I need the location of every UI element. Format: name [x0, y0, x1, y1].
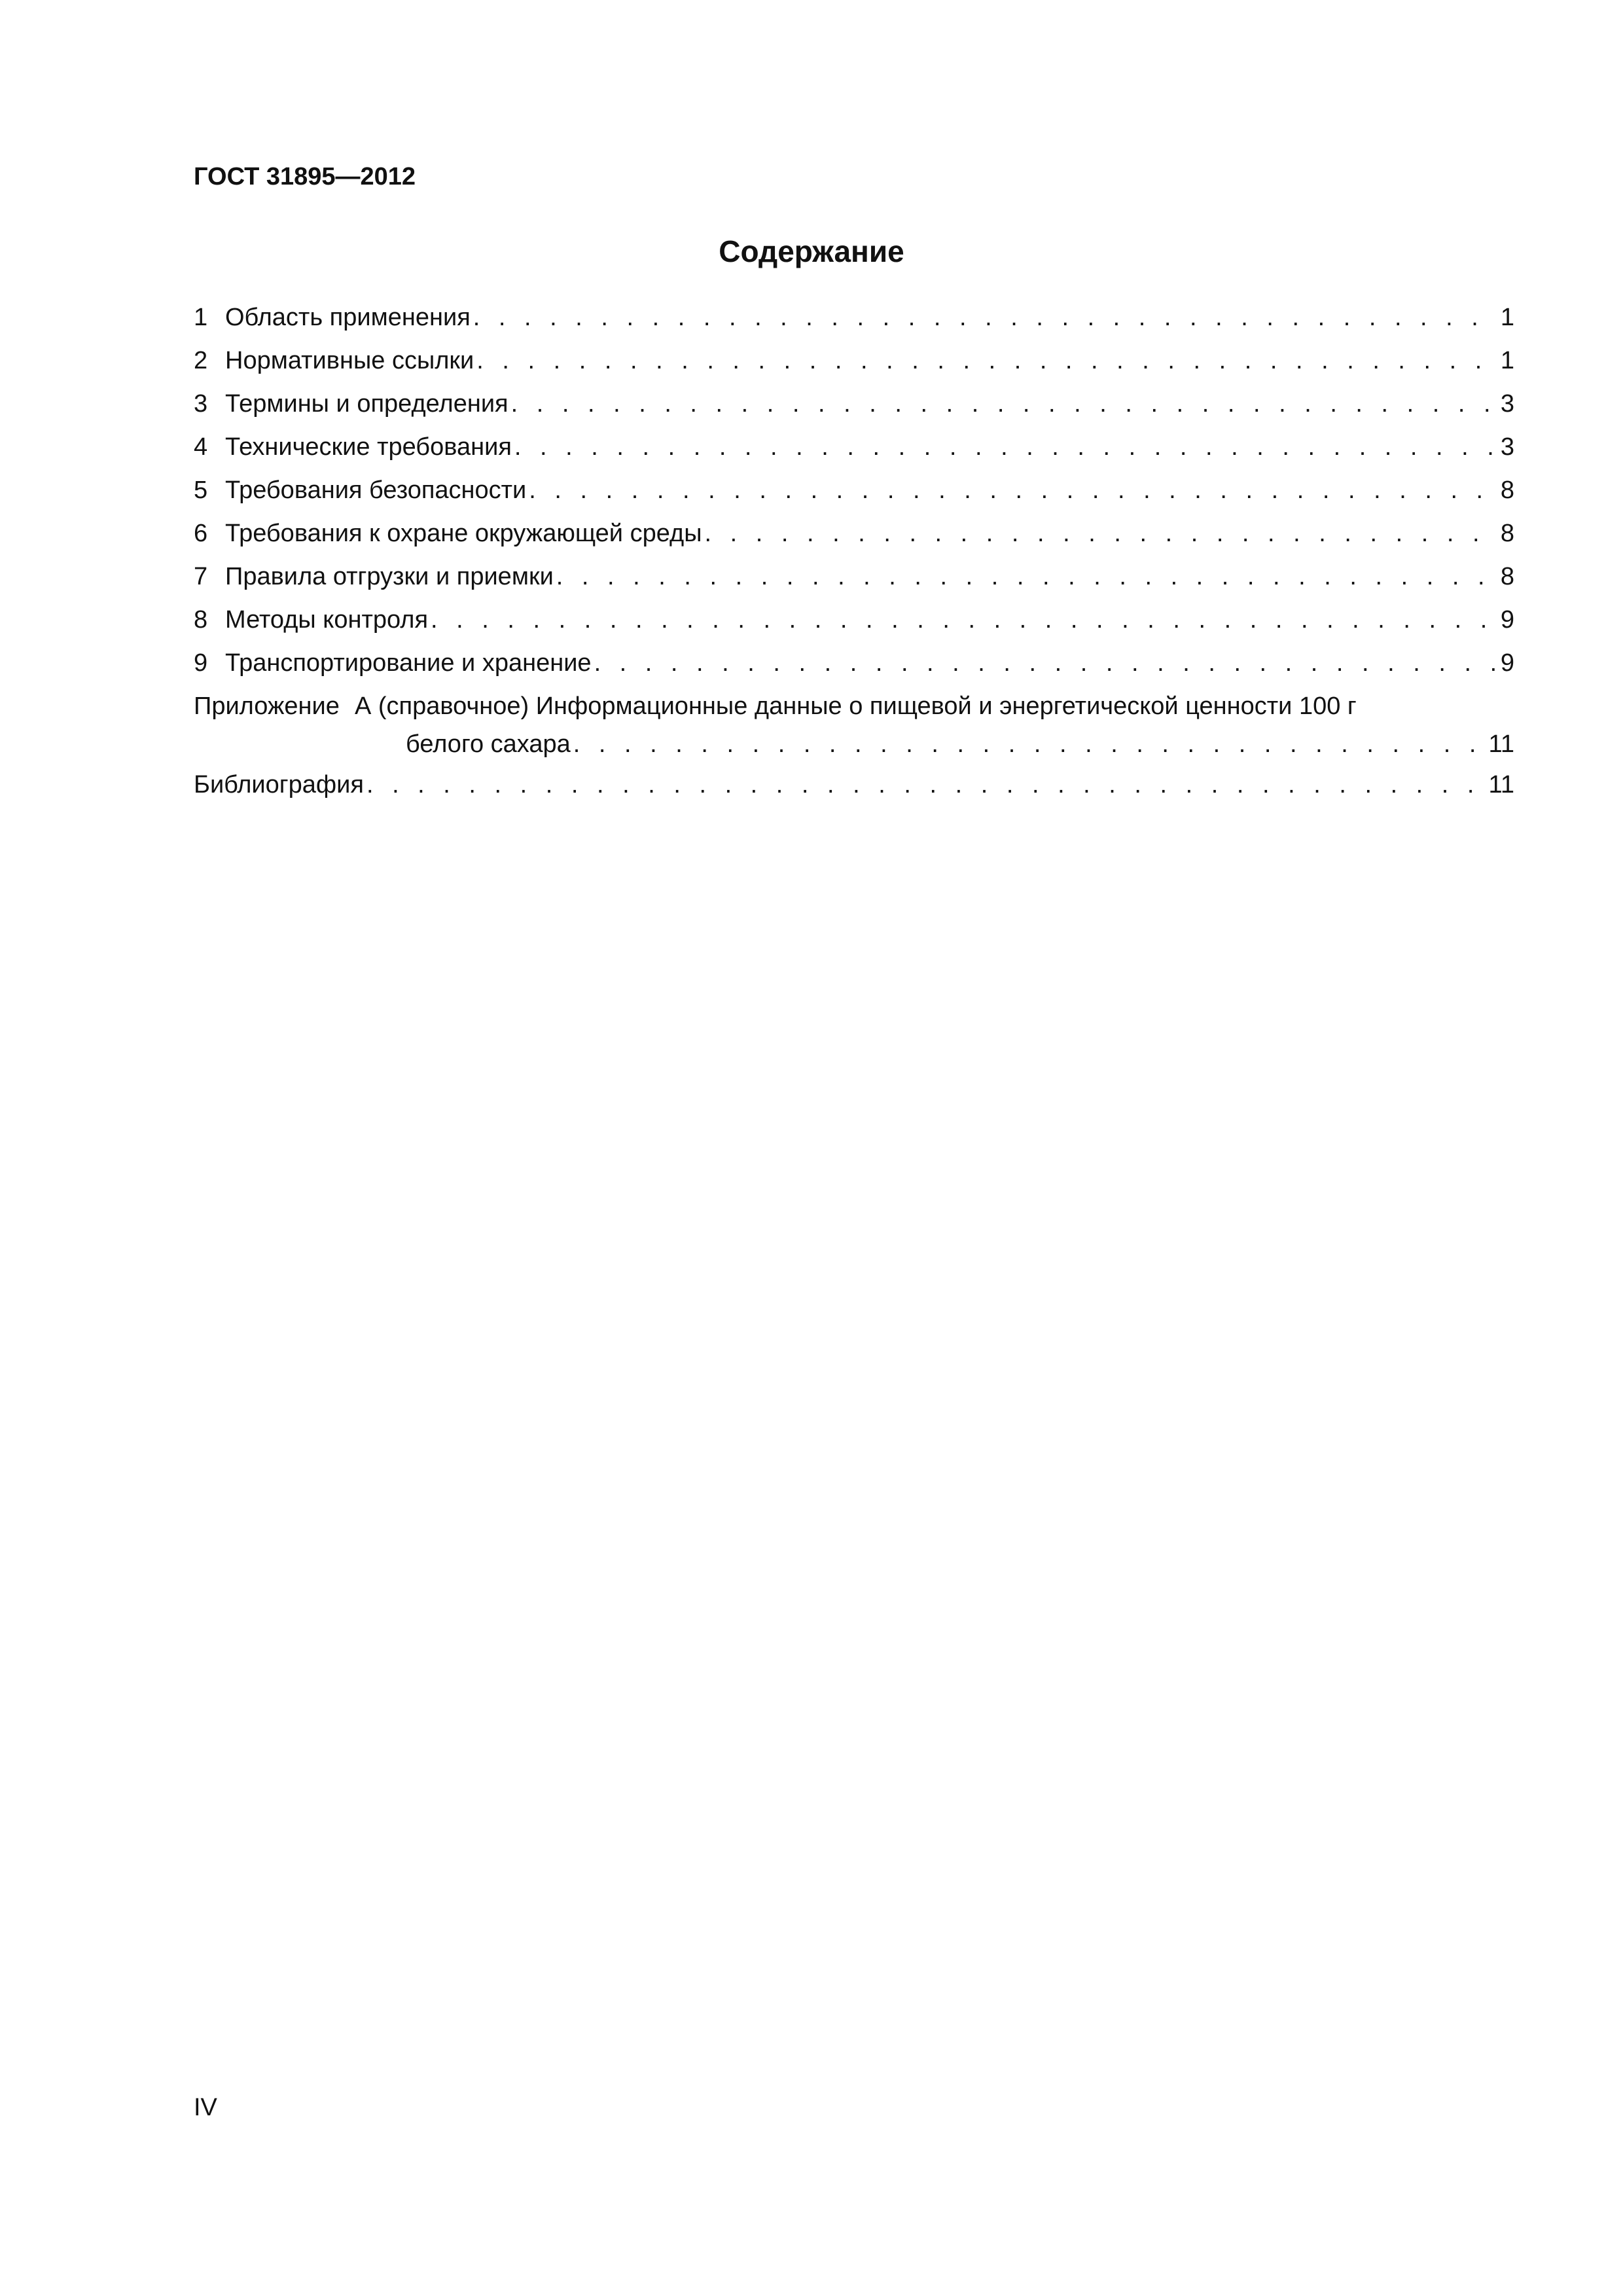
toc-item-1[interactable] [194, 296, 1514, 339]
toc-dot-leader [476, 339, 1496, 382]
toc-item-number: 4 [194, 433, 208, 461]
toc-item-page: 3 [1500, 390, 1514, 418]
toc-annex-page: 11 [1488, 730, 1514, 758]
toc-item-number: 9 [194, 649, 208, 677]
toc-item-page: 9 [1500, 606, 1514, 634]
toc-item-page: 1 [1500, 304, 1514, 331]
toc-item-6[interactable] [194, 512, 1514, 555]
toc-item-page: 8 [1500, 520, 1514, 547]
toc-item-number: 2 [194, 347, 208, 374]
toc-bibliography[interactable] [194, 763, 1514, 809]
toc-annex-a[interactable] [194, 685, 1514, 723]
page-number: IV [194, 2094, 217, 2121]
toc-bibliography-title: Библиография [194, 771, 364, 798]
toc-dot-leader [529, 469, 1496, 512]
toc-item-5[interactable] [194, 469, 1514, 512]
toc-item-9[interactable] [194, 641, 1514, 685]
toc-item-title: Транспортирование и хранение [225, 649, 592, 677]
toc-item-title: Область применения [225, 304, 471, 331]
toc-item-title: Термины и определения [225, 390, 508, 418]
toc-dot-leader [594, 641, 1496, 685]
toc-item-title: Требования безопасности [225, 476, 527, 504]
toc-annex-prefix: Приложение [194, 692, 340, 720]
toc-dot-leader [573, 723, 1485, 766]
toc-dot-leader [431, 598, 1496, 641]
toc-bibliography-page: 11 [1488, 771, 1514, 798]
toc-item-page: 8 [1500, 476, 1514, 504]
toc-dot-leader [705, 512, 1496, 555]
toc-item-number: 7 [194, 563, 208, 590]
toc-item-page: 3 [1500, 433, 1514, 461]
toc-dot-leader [511, 382, 1496, 425]
toc-item-4[interactable] [194, 425, 1514, 469]
toc-item-title: Правила отгрузки и приемки [225, 563, 554, 590]
toc-item-number: 1 [194, 304, 208, 331]
toc-annex-a-continuation[interactable] [194, 723, 1514, 763]
toc-dot-leader [556, 555, 1496, 598]
toc-dot-leader [473, 296, 1496, 339]
toc-annex-title-line1: А (справочное) Информационные данные о пищевой и энергетической ценности 100 г [355, 692, 1357, 720]
toc-dot-leader [514, 425, 1496, 469]
toc-dot-leader [366, 763, 1485, 806]
toc-item-number: 8 [194, 606, 208, 634]
toc-annex-title-line2: белого сахара [406, 730, 571, 758]
toc-item-title: Методы контроля [225, 606, 429, 634]
toc-item-title: Требования к охране окружающей среды [225, 520, 702, 547]
toc-item-2[interactable] [194, 339, 1514, 382]
toc-item-3[interactable] [194, 382, 1514, 425]
table-of-contents [194, 296, 1514, 809]
toc-item-7[interactable] [194, 555, 1514, 598]
toc-item-page: 9 [1500, 649, 1514, 677]
toc-item-8[interactable] [194, 598, 1514, 641]
toc-item-number: 3 [194, 390, 208, 418]
toc-item-title: Технические требования [225, 433, 512, 461]
toc-title: Содержание [719, 234, 904, 268]
toc-item-page: 1 [1500, 347, 1514, 374]
toc-item-title: Нормативные ссылки [225, 347, 474, 374]
toc-item-number: 6 [194, 520, 208, 547]
toc-item-number: 5 [194, 476, 208, 504]
toc-item-page: 8 [1500, 563, 1514, 590]
standard-designation: ГОСТ 31895—2012 [194, 163, 416, 190]
